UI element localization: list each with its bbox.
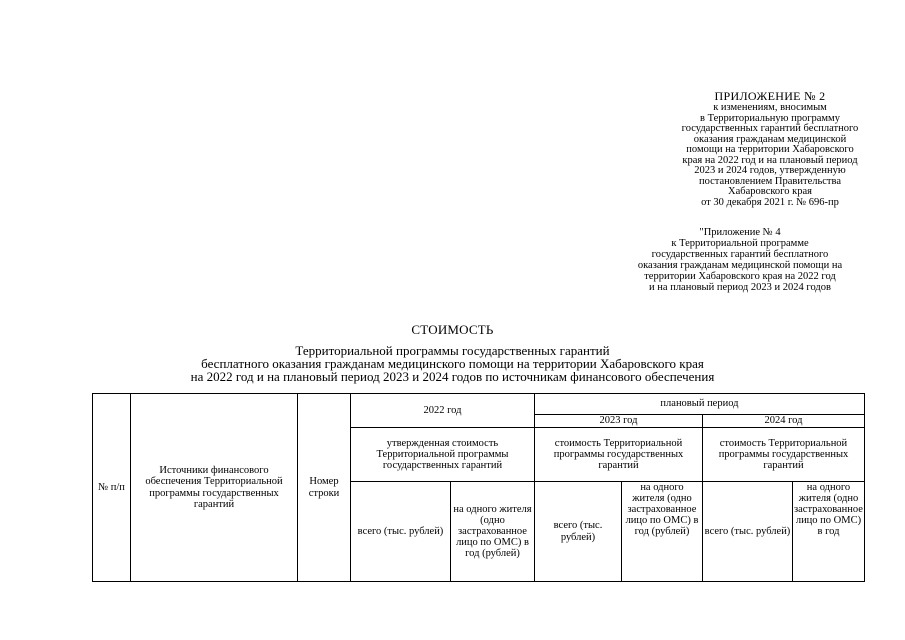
appendix-line: в Территориальную программу	[700, 112, 840, 124]
header-year-2024: 2024 год	[703, 415, 865, 428]
original-appendix-header	[600, 227, 880, 293]
document-subtitle-line: на 2022 год и на плановый период 2023 и 2024 годов по источникам финансового обеспечения	[190, 369, 715, 384]
appendix-line: края на 2022 год и на плановый период	[682, 154, 858, 166]
header-source: Источники финансового обеспечения Территориальной программы государственных гарантий	[131, 394, 298, 582]
appendix-header	[640, 90, 900, 208]
appendix-line: к изменениям, вносимым	[713, 102, 827, 113]
header-total-2023: всего (тыс. рублей)	[535, 482, 622, 582]
appendix-title: ПРИЛОЖЕНИЕ № 2	[714, 89, 826, 103]
header-number: № п/п	[93, 394, 131, 582]
original-appendix-line: "Приложение № 4	[699, 227, 781, 238]
header-cost-2023: стоимость Территориальной программы государственных гарантий	[535, 428, 703, 482]
header-per-resident-2022: на одного жителя (одно застрахованное лицо по ОМС) в год (рублей)	[451, 482, 535, 582]
header-total-2022: всего (тыс. рублей)	[351, 482, 451, 582]
header-year-2023: 2023 год	[535, 415, 703, 428]
original-appendix-line: и на плановый период 2023 и 2024 годов	[649, 282, 831, 294]
document-heading	[0, 322, 905, 383]
document-subtitle-line: Территориальной программы государственных гарантий	[295, 343, 610, 358]
original-appendix-line: оказания гражданам медицинской помощи на	[637, 260, 843, 272]
appendix-line: от 30 декабря 2021 г. № 696-пр	[701, 196, 839, 208]
appendix-line: государственных гарантий бесплатного	[681, 123, 859, 134]
original-appendix-line: государственных гарантий бесплатного	[651, 249, 829, 261]
appendix-line: постановлением Правительства	[698, 175, 841, 187]
document-subtitle-line: бесплатного оказания гражданам медицинского помощи на территории Хабаровского края	[201, 356, 704, 371]
header-per-resident-2023: на одного жителя (одно застрахованное лицо по ОМС) в год (рублей)	[622, 482, 703, 582]
header-year-2022: 2022 год	[351, 394, 535, 428]
header-cost-2024: стоимость Территориальной программы государственных гарантий	[703, 428, 865, 482]
header-row-number: Номер строки	[298, 394, 351, 582]
appendix-line: помощи на территории Хабаровского	[686, 144, 854, 155]
appendix-line: 2023 и 2024 годов, утвержденную	[694, 165, 846, 176]
document-title: СТОИМОСТЬ	[411, 322, 494, 337]
header-planned-period: плановый период	[535, 394, 865, 415]
appendix-line: оказания гражданам медицинской	[693, 133, 847, 145]
header-per-resident-2024: на одного жителя (одно застрахованное лицо по ОМС) в год	[793, 482, 865, 582]
header-total-2024: всего (тыс. рублей)	[703, 482, 793, 582]
original-appendix-line: к Территориальной программе	[671, 238, 809, 250]
appendix-line: Хабаровского края	[728, 186, 812, 197]
header-approved-cost-2022: утвержденная стоимость Территориальной программы государственных гарантий	[351, 428, 535, 482]
original-appendix-line: территории Хабаровского края на 2022 год	[644, 271, 836, 283]
cost-table	[92, 393, 865, 582]
